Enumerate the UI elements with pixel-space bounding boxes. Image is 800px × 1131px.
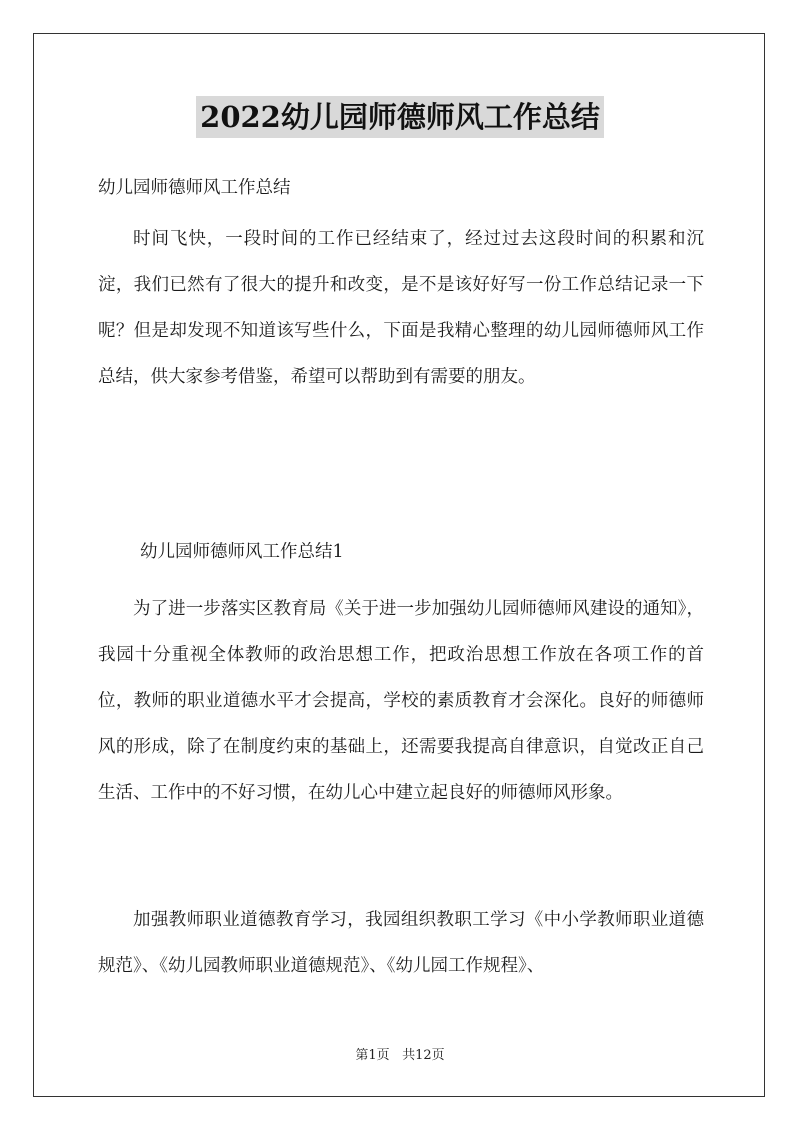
body-paragraph-2: 加强教师职业道德教育学习，我园组织教职工学习《中小学教师职业道德规范》、《幼儿园教师职业道德规范》、《幼儿园工作规程》、 [98, 910, 704, 976]
document-subtitle: 幼儿园师德师风工作总结 [98, 178, 291, 198]
document-title: 2022幼儿园师德师风工作总结 [196, 96, 604, 138]
page-footer [0, 1047, 800, 1065]
intro-paragraph: 时间飞快，一段时间的工作已经结束了，经过过去这段时间的积累和沉淀，我们已然有了很大的提升和改变，是不是该好好写一份工作总结记录一下呢？但是却发现不知道该写些什么，下面是我精心整理的幼儿园师德师风工作总结，供大家参考借鉴，希望可以帮助到有需要的朋友。 [98, 229, 704, 387]
page-number: 第1页 [355, 1048, 390, 1063]
section-heading: 幼儿园师德师风工作总结1 [140, 542, 344, 562]
page-total: 共12页 [402, 1048, 445, 1063]
title-container [0, 96, 800, 138]
body-paragraph-1: 为了进一步落实区教育局《关于进一步加强幼儿园师德师风建设的通知》，我园十分重视全体教师的政治思想工作，把政治思想工作放在各项工作的首位，教师的职业道德水平才会提高，学校的素质教育才会深化。良好的师德师风的形成，除了在制度约束的基础上，还需要我提高自律意识，自觉改正自己生活、工作中的不好习惯，在幼儿心中建立起良好的师德师风形象。 [98, 599, 704, 803]
